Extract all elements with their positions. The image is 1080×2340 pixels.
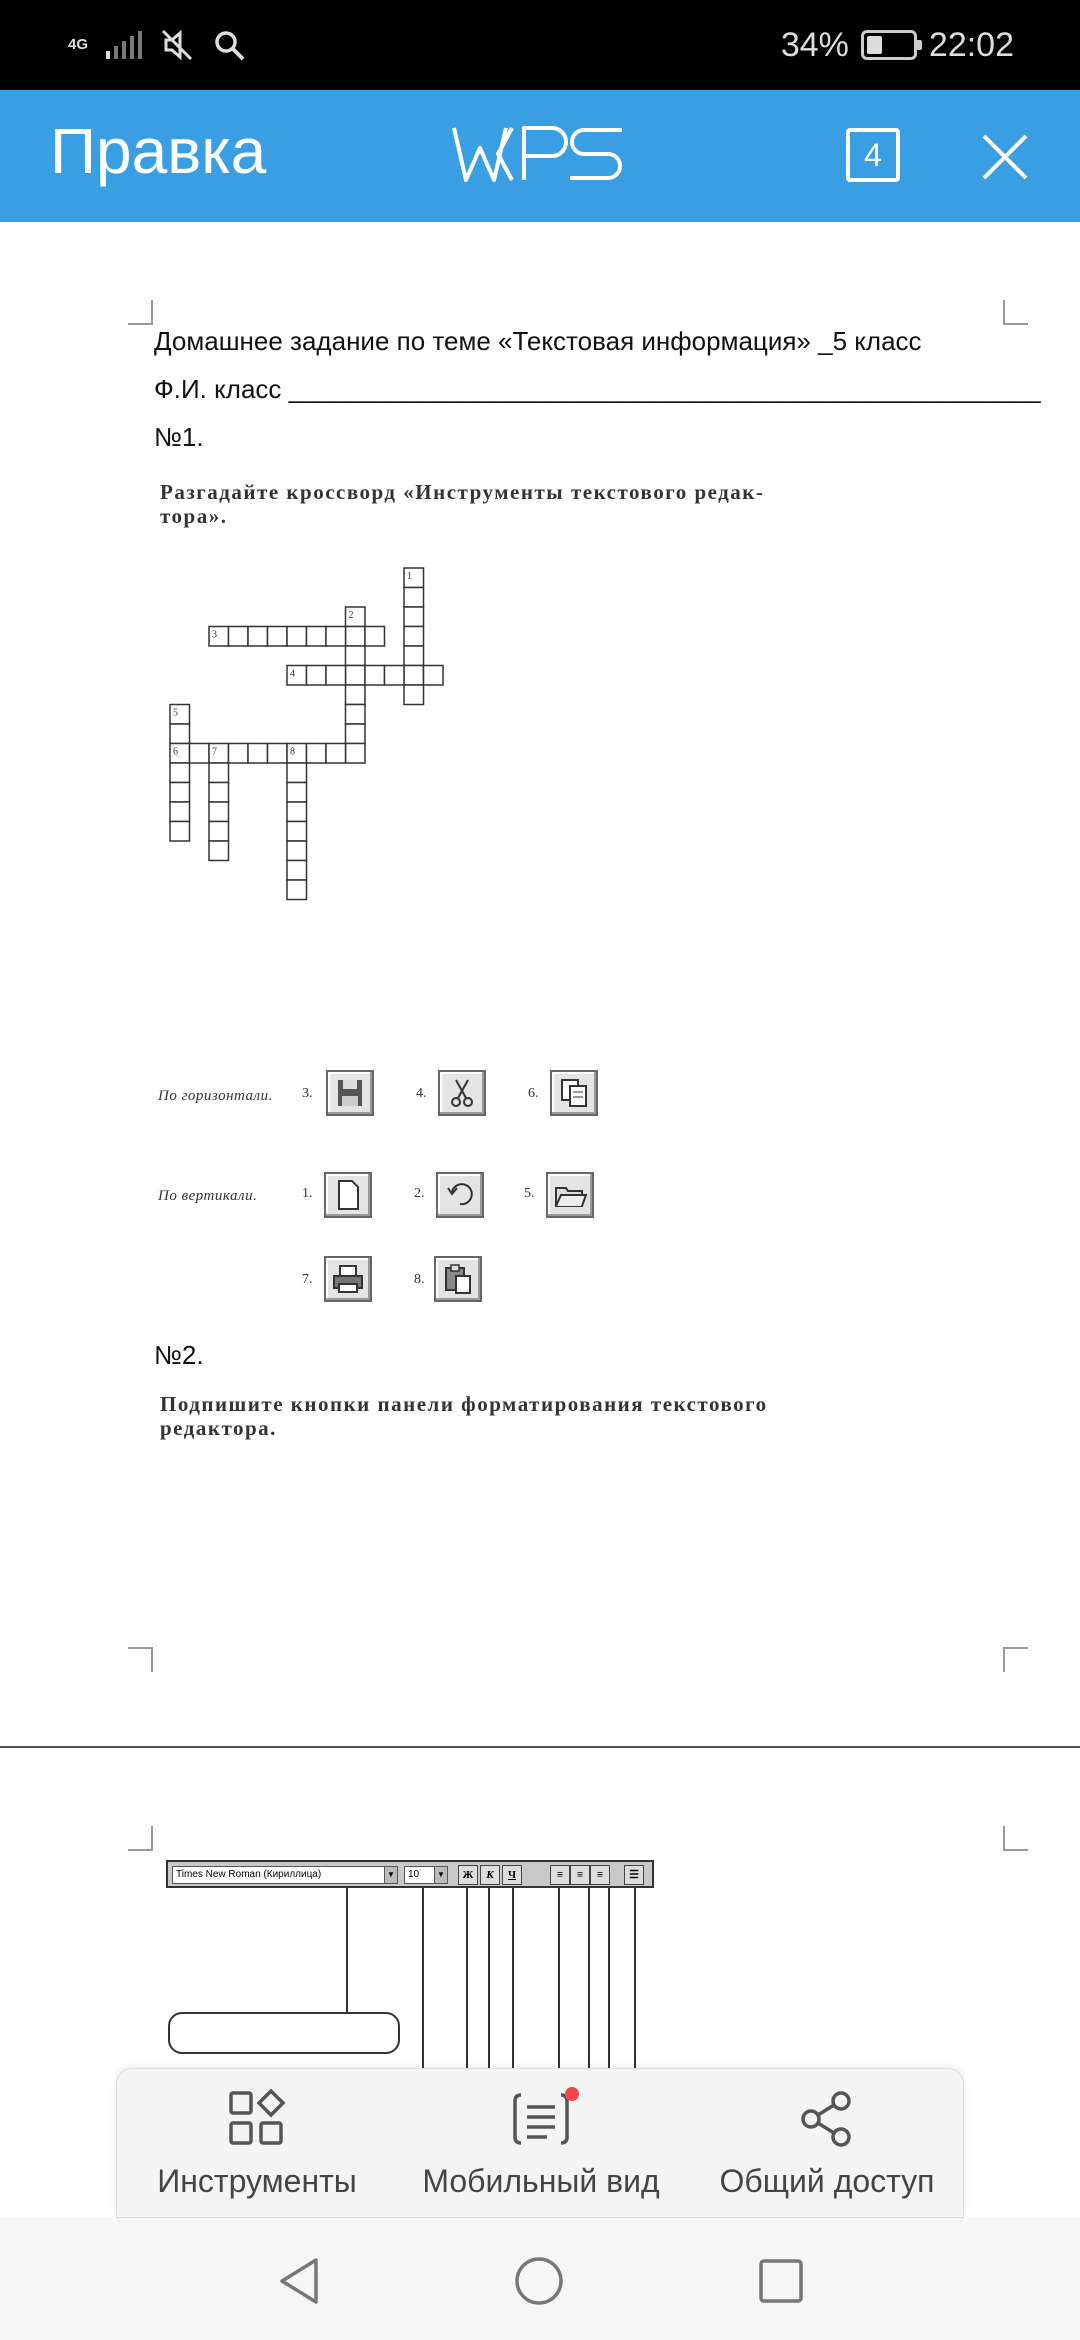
share-label: Общий доступ bbox=[719, 2163, 935, 2199]
clock: 22:02 bbox=[928, 25, 1014, 64]
crossword-number: 7 bbox=[212, 746, 217, 758]
paste-icon bbox=[434, 1256, 482, 1302]
crossword-cell bbox=[229, 744, 249, 764]
crossword-cell bbox=[209, 763, 229, 783]
recents-icon[interactable] bbox=[756, 2256, 806, 2306]
tools-label: Инструменты bbox=[157, 2163, 357, 2199]
crossword-cell bbox=[346, 705, 366, 725]
crossword-cell bbox=[307, 627, 327, 647]
crossword-cell bbox=[209, 841, 229, 861]
clue-number: 8. bbox=[414, 1272, 425, 1287]
close-icon[interactable] bbox=[980, 132, 1030, 182]
crossword-cell bbox=[209, 802, 229, 822]
clue-number: 7. bbox=[302, 1272, 313, 1287]
back-icon[interactable] bbox=[274, 2256, 324, 2306]
crossword-number: 3 bbox=[212, 629, 217, 641]
share-icon bbox=[795, 2087, 859, 2151]
crossword-cell bbox=[404, 588, 424, 608]
wps-logo bbox=[452, 124, 624, 184]
crossword-cell bbox=[287, 802, 307, 822]
crossword-cell bbox=[404, 627, 424, 647]
crossword-cell bbox=[248, 627, 268, 647]
crossword-cell bbox=[326, 744, 346, 764]
crossword-cell bbox=[404, 666, 424, 686]
crossword-cell bbox=[287, 763, 307, 783]
crossword-cell bbox=[190, 744, 210, 764]
save-icon bbox=[326, 1070, 374, 1116]
align-center-icon: ≡ bbox=[570, 1865, 590, 1885]
crossword-number: 5 bbox=[173, 707, 178, 719]
crossword-cell bbox=[170, 802, 190, 822]
pointer-line bbox=[346, 1888, 348, 2012]
clue-number: 2. bbox=[414, 1186, 425, 1201]
task2-instruction-line1: Подпишите кнопки панели форматирования текстового bbox=[160, 1392, 768, 1416]
mobile-view-icon bbox=[509, 2087, 573, 2151]
bottom-toolbar bbox=[116, 2068, 964, 2218]
mobile-view-label: Мобильный вид bbox=[422, 2163, 660, 2199]
crossword-cell bbox=[170, 783, 190, 803]
open-folder-icon bbox=[546, 1172, 594, 1218]
bold-button-image: Ж bbox=[458, 1865, 478, 1885]
status-bar bbox=[0, 0, 1080, 90]
crossword-cell bbox=[326, 627, 346, 647]
crossword-cell bbox=[346, 666, 366, 686]
name-class-line: Ф.И. класс ____________________________________________________ bbox=[154, 374, 1041, 404]
crossword-cell bbox=[229, 627, 249, 647]
crossword-cell bbox=[209, 822, 229, 842]
crossword-cell bbox=[170, 724, 190, 744]
battery-percent: 34% bbox=[780, 25, 849, 64]
font-size-field: 10 bbox=[404, 1866, 448, 1884]
crossword-cell bbox=[385, 666, 405, 686]
crossword-cell bbox=[170, 763, 190, 783]
page-corner-mark bbox=[1002, 1646, 1028, 1672]
crossword-cell bbox=[287, 861, 307, 881]
align-right-icon: ≡ bbox=[590, 1865, 610, 1885]
page-corner-mark bbox=[128, 1646, 154, 1672]
search-icon bbox=[212, 28, 246, 62]
task1-instruction-line2: тора». bbox=[160, 504, 228, 528]
notification-dot bbox=[565, 2087, 579, 2101]
crossword-cell bbox=[287, 841, 307, 861]
page-separator bbox=[0, 1746, 1080, 1748]
undo-icon bbox=[436, 1172, 484, 1218]
dropdown-arrow-icon: ▼ bbox=[384, 1866, 398, 1884]
crossword-cell bbox=[287, 880, 307, 900]
edit-button[interactable]: Правка bbox=[50, 115, 267, 187]
crossword-cell bbox=[268, 627, 288, 647]
crossword-cell bbox=[404, 685, 424, 705]
document-view[interactable] bbox=[0, 222, 1080, 2217]
mute-icon bbox=[160, 28, 194, 62]
page-corner-mark bbox=[128, 300, 154, 326]
task2-number: №2. bbox=[154, 1340, 204, 1370]
formatting-toolbar-image bbox=[166, 1860, 654, 1888]
bullet-list-icon: ☰ bbox=[624, 1865, 644, 1885]
crossword-cell bbox=[248, 744, 268, 764]
answer-box bbox=[168, 2012, 400, 2054]
crossword-cell bbox=[424, 666, 444, 686]
crossword-cell bbox=[346, 627, 366, 647]
clue-number: 3. bbox=[302, 1086, 313, 1101]
clue-number: 5. bbox=[524, 1186, 535, 1201]
dropdown-arrow-icon: ▼ bbox=[434, 1866, 448, 1884]
crossword-cell bbox=[287, 822, 307, 842]
clue-number: 1. bbox=[302, 1186, 313, 1201]
page-corner-mark bbox=[128, 1826, 154, 1852]
clue-number: 6. bbox=[528, 1086, 539, 1101]
vertical-label: По вертикали. bbox=[158, 1188, 258, 1204]
mobile-view-button[interactable] bbox=[411, 2087, 671, 2200]
battery-icon bbox=[861, 30, 917, 60]
task1-number: №1. bbox=[154, 422, 204, 452]
crossword-cell bbox=[346, 724, 366, 744]
underline-button-image: Ч bbox=[502, 1865, 522, 1885]
clue-number: 4. bbox=[416, 1086, 427, 1101]
crossword-cell bbox=[346, 646, 366, 666]
tools-grid-icon bbox=[225, 2087, 289, 2151]
crossword-cell bbox=[346, 744, 366, 764]
font-name-field: Times New Roman (Кириллица) bbox=[172, 1866, 398, 1884]
signal-icon bbox=[106, 31, 142, 59]
new-document-icon bbox=[324, 1172, 372, 1218]
crossword-number: 2 bbox=[348, 610, 354, 621]
copy-icon bbox=[550, 1070, 598, 1116]
scissors-icon bbox=[438, 1070, 486, 1116]
crossword-cell bbox=[287, 783, 307, 803]
task2-instruction-line2: редактора. bbox=[160, 1416, 277, 1440]
crossword-cell bbox=[268, 744, 288, 764]
crossword-cell bbox=[209, 783, 229, 803]
network-type: 4G bbox=[68, 36, 89, 53]
share-button[interactable] bbox=[697, 2087, 957, 2200]
crossword-cell bbox=[326, 666, 346, 686]
app-bar bbox=[0, 90, 1080, 222]
italic-button-image: К bbox=[480, 1865, 500, 1885]
crossword-number: 4 bbox=[290, 668, 295, 680]
crossword-cell bbox=[404, 646, 424, 666]
task1-instruction-line1: Разгадайте кроссворд «Инструменты текстового редак- bbox=[160, 480, 765, 504]
tools-button[interactable] bbox=[127, 2087, 387, 2200]
crossword-cell bbox=[404, 607, 424, 627]
horizontal-label: По горизонтали. bbox=[158, 1088, 273, 1104]
crossword-cell bbox=[365, 666, 385, 686]
tab-switcher-button[interactable]: 4 bbox=[846, 128, 900, 182]
crossword-cell bbox=[307, 744, 327, 764]
page-corner-mark bbox=[1002, 1826, 1028, 1852]
page-corner-mark bbox=[1002, 300, 1028, 326]
print-icon bbox=[324, 1256, 372, 1302]
crossword-number: 1 bbox=[407, 571, 412, 582]
crossword-cell bbox=[170, 822, 190, 842]
crossword-number: 6 bbox=[173, 746, 178, 758]
crossword-cell bbox=[365, 627, 385, 647]
crossword-cell bbox=[346, 685, 366, 705]
home-icon[interactable] bbox=[514, 2256, 564, 2306]
homework-heading: Домашнее задание по теме «Текстовая информация» _5 класс bbox=[154, 326, 922, 356]
align-left-icon: ≡ bbox=[550, 1865, 570, 1885]
crossword-number: 8 bbox=[290, 746, 295, 758]
crossword-cell bbox=[307, 666, 327, 686]
crossword-cell bbox=[287, 627, 307, 647]
crossword-grid bbox=[160, 552, 600, 1272]
system-nav-bar bbox=[0, 2218, 1080, 2340]
